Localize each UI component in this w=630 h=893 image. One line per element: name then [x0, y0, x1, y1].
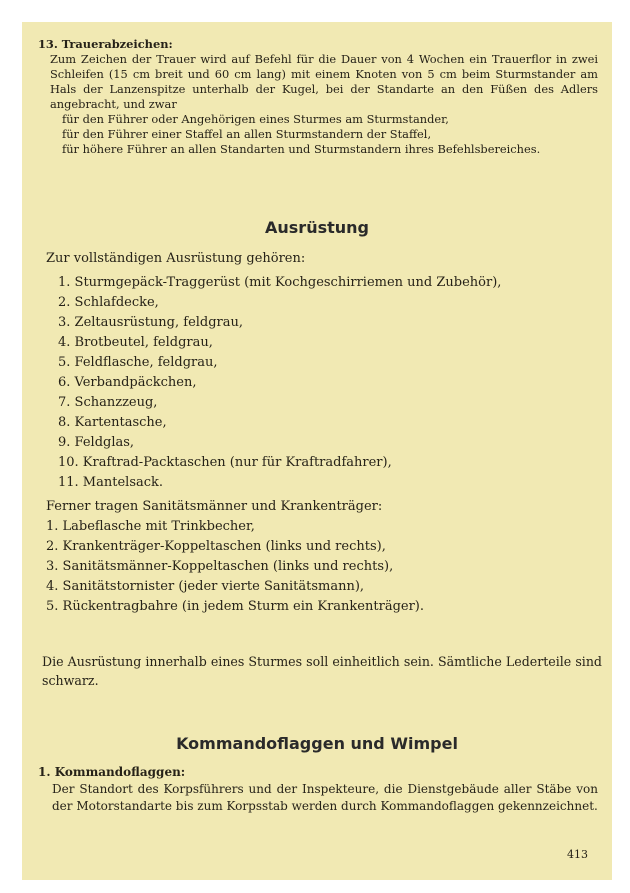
equipment-item: 1. Sturmgepäck-Traggerüst (mit Kochgeschirriemen und Zubehör), — [58, 275, 502, 290]
medics-item: 2. Krankenträger-Koppeltaschen (links und rechts), — [46, 539, 386, 554]
equipment-item: 7. Schanzzeug, — [58, 395, 158, 410]
equipment-item: 6. Verbandpäckchen, — [58, 375, 197, 390]
equipment-list — [46, 273, 606, 493]
section-13-item: für den Führer oder Angehörigen eines Sturmes am Sturmstander, — [62, 112, 449, 126]
equipment-item: 9. Feldglas, — [58, 435, 135, 450]
medics-item: 5. Rückentragbahre (in jedem Sturm ein Krankenträger). — [46, 599, 424, 614]
equipment-item: 5. Feldflasche, feldgrau, — [58, 355, 218, 370]
flags-text: Der Standort des Korpsführers und der Inspekteure, die Dienstgebäude aller Stäbe von der Motorstandarte bis zum Korpsstab werden durch Kommandoflaggen gekennzeichnet. — [52, 782, 598, 813]
section-13 — [38, 37, 598, 157]
page-number: 413 — [567, 848, 588, 861]
equipment-item: 3. Zeltausrüstung, feldgrau, — [58, 315, 244, 330]
book-page — [22, 22, 612, 880]
flags-title: Kommandoflaggen und Wimpel — [176, 734, 458, 753]
medics-item: 3. Sanitätsmänner-Koppeltaschen (links und rechts), — [46, 559, 394, 574]
equipment-section — [46, 249, 606, 617]
section-13-item: für höhere Führer an allen Standarten und Sturmstandern ihres Befehlsbereiches. — [62, 142, 541, 156]
section-13-items — [38, 112, 598, 157]
equipment-intro: Zur vollständigen Ausrüstung gehören: — [46, 251, 306, 266]
equipment-item: 8. Kartentasche, — [58, 415, 167, 430]
equipment-item: 11. Mantelsack. — [58, 475, 164, 490]
equipment-item: 4. Brotbeutel, feldgrau, — [58, 335, 213, 350]
medics-item: 4. Sanitätstornister (jeder vierte Sanitätsmann), — [46, 579, 365, 594]
medics-list — [46, 517, 606, 617]
medics-intro: Ferner tragen Sanitätsmänner und Krankenträger: — [46, 499, 383, 514]
flags-section — [38, 764, 598, 815]
equipment-item: 2. Schlafdecke, — [58, 295, 159, 310]
equipment-title: Ausrüstung — [265, 218, 369, 237]
equipment-closing: Die Ausrüstung innerhalb eines Sturmes soll einheitlich sein. Sämtliche Lederteile sind schwarz. — [42, 654, 602, 688]
section-13-item: für den Führer einer Staffel an allen Sturmstandern der Staffel, — [62, 127, 432, 141]
section-13-heading: 13. Trauerabzeichen: — [38, 37, 173, 51]
flags-heading: 1. Kommandoflaggen: — [38, 765, 186, 779]
medics-item: 1. Labeflasche mit Trinkbecher, — [46, 519, 255, 534]
equipment-item: 10. Kraftrad-Packtaschen (nur für Kraftradfahrer), — [58, 455, 392, 470]
section-13-intro: Zum Zeichen der Trauer wird auf Befehl für die Dauer von 4 Wochen ein Trauerflor in zwei Schleifen (15 cm breit und 60 cm lang) mit einem Knoten von 5 cm beim Sturmstander am Hals der Lanzenspitze unterhalb der Kugel, bei der Standarte an den Füßen des Adlers angebracht, und zwar — [50, 52, 598, 111]
